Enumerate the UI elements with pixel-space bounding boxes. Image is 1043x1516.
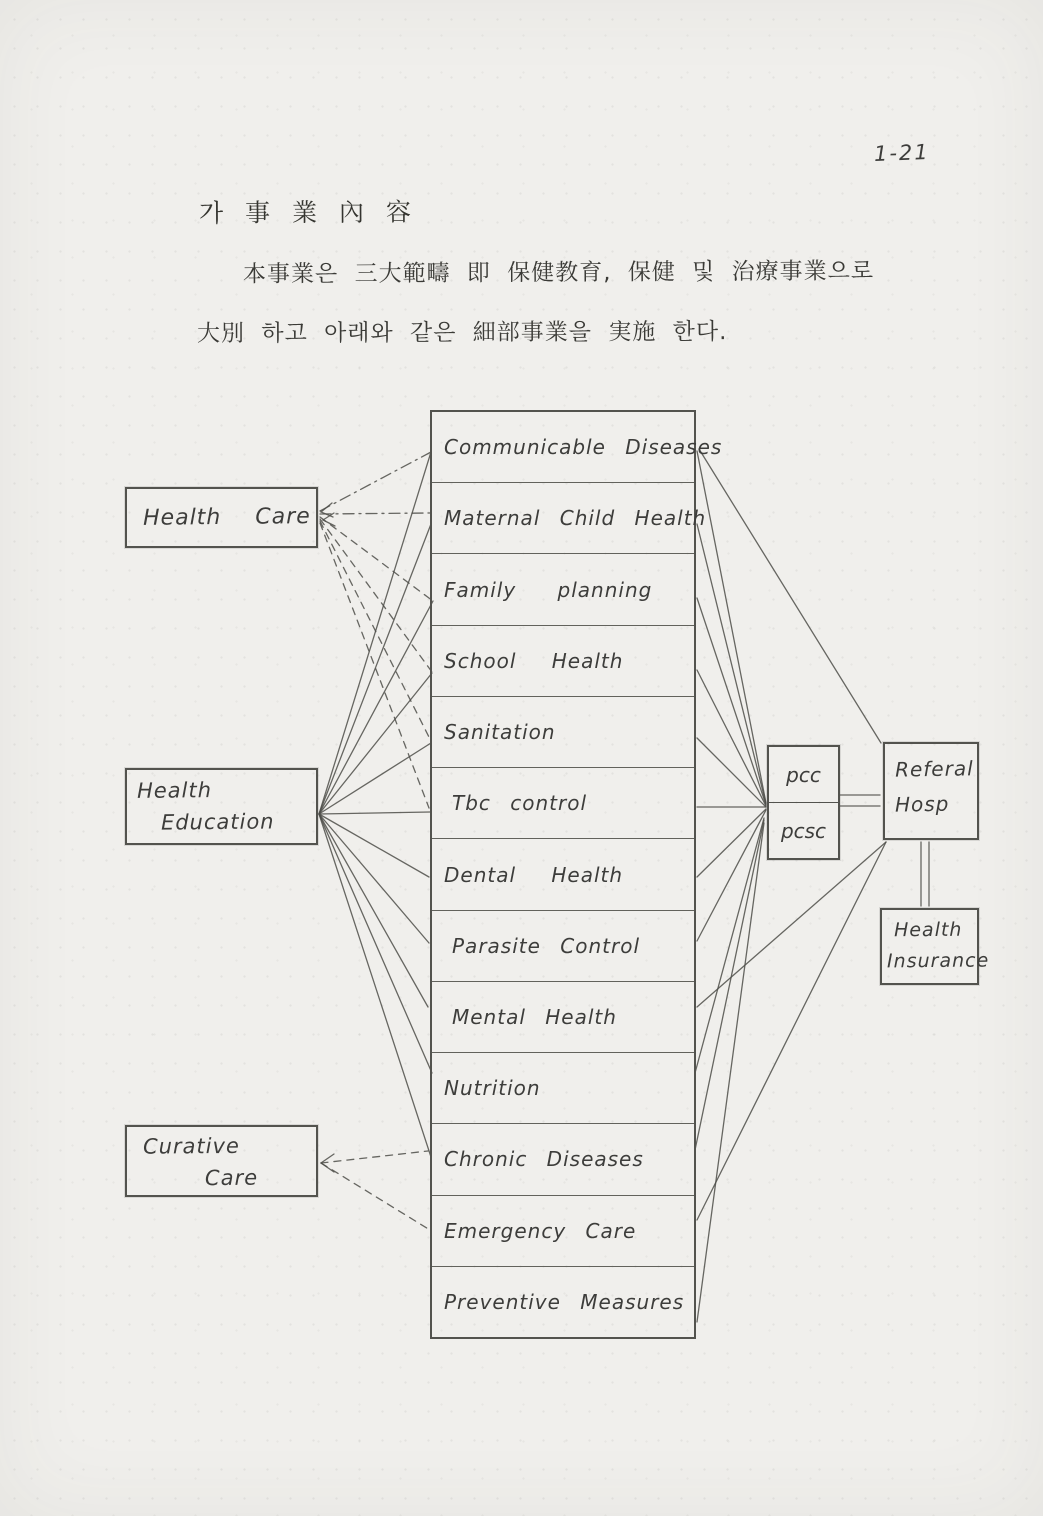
edge-health-education-to-family-planning [319, 601, 433, 814]
edge-dental-health-to-pcc [697, 809, 766, 877]
edge-parasite-control-to-pcc [697, 810, 766, 941]
edge-health-education-to-school-health [319, 673, 432, 814]
health-education-label-line2: Education [160, 809, 275, 835]
body-text-line-2: 大別 하고 아래와 같은 細部事業을 実施 한다. [196, 319, 728, 347]
curative-care-label-line1: Curative [142, 1133, 241, 1159]
program-row-tbc-control: Tbc control [432, 768, 694, 839]
curative-care-label-line2: Care [204, 1165, 259, 1191]
referral-hosp-label-line1: Referal [894, 756, 974, 782]
program-row-emergency-care: Emergency Care [432, 1196, 694, 1267]
health-care-box [125, 487, 318, 548]
program-row-parasite-control: Parasite Control [432, 911, 694, 982]
program-row-chronic-diseases: Chronic Diseases [432, 1124, 694, 1195]
health-insurance-label-line2: Insurance [886, 949, 990, 973]
edge-health-education-to-tbc-control [319, 812, 430, 814]
program-row-family-planning: Family planning [432, 554, 694, 625]
edge-health-care-to-school-health [320, 519, 432, 672]
health-education-box [125, 768, 318, 845]
program-row-communicable-diseases: Communicable Diseases [432, 412, 694, 483]
pcc-label: pcc [769, 747, 838, 803]
program-row-dental-health: Dental Health [432, 839, 694, 910]
page-number: 1-21 [873, 140, 931, 166]
referral-hosp-label-line2: Hosp [894, 791, 950, 817]
program-row-sanitation: Sanitation [432, 697, 694, 768]
edge-health-care-to-tbc-control [320, 523, 429, 808]
program-list [430, 410, 723, 1339]
referral-hosp-box [883, 742, 979, 840]
program-row-preventive-measures: Preventive Measures [444, 1289, 685, 1314]
edge-health-care-to-maternal-child-health [320, 513, 430, 514]
pcsc-label: pcsc [780, 818, 827, 843]
edge-health-education-to-parasite-control [319, 814, 429, 943]
section-heading: 가 事 業 內 容 [198, 197, 419, 228]
edge-health-education-to-nutrition [319, 814, 432, 1073]
edge-maternal-child-health-to-pcc [697, 524, 766, 804]
program-row-maternal-child-health: Maternal Child Health [432, 483, 694, 554]
edge-health-education-to-dental-health [319, 814, 429, 877]
curative-care-box [125, 1125, 318, 1197]
edge-curative-care-to-chronic-diseases [321, 1151, 428, 1163]
program-row-nutrition: Nutrition [432, 1053, 694, 1124]
edge-referral-hosp-to-emergency-care [697, 842, 886, 1220]
program-row-school-health: School Health [432, 626, 694, 697]
body-text-line-1: 本事業은 三大範疇 即 保健教育, 保健 및 治療事業으로 [242, 258, 875, 288]
edge-health-care-to-communicable-diseases [320, 452, 431, 511]
pcc-pcsc-box [767, 745, 840, 860]
edge-health-education-to-chronic-diseases [319, 814, 431, 1157]
edge-school-health-to-pcc [697, 670, 766, 806]
edge-health-education-to-sanitation [319, 743, 431, 814]
edge-referral-hosp-to-mental-health [697, 842, 886, 1007]
edge-health-care-to-family-planning [320, 517, 433, 601]
edge-health-education-to-mental-health [319, 814, 428, 1007]
health-education-label-line1: Health [136, 778, 213, 803]
program-row-mental-health: Mental Health [432, 982, 694, 1053]
health-insurance-label-line1: Health [893, 918, 963, 942]
edge-curative-care-to-emergency-care [321, 1163, 430, 1230]
edge-nutrition-to-pcc [695, 818, 764, 1073]
health-insurance-box [880, 908, 990, 985]
edge-health-education-to-communicable-diseases [319, 452, 431, 814]
health-care-label: Health Care [142, 504, 311, 531]
edge-preventive-measures-to-pcc [697, 823, 764, 1322]
edge-communicable-diseases-to-referral-hosp [699, 449, 881, 743]
